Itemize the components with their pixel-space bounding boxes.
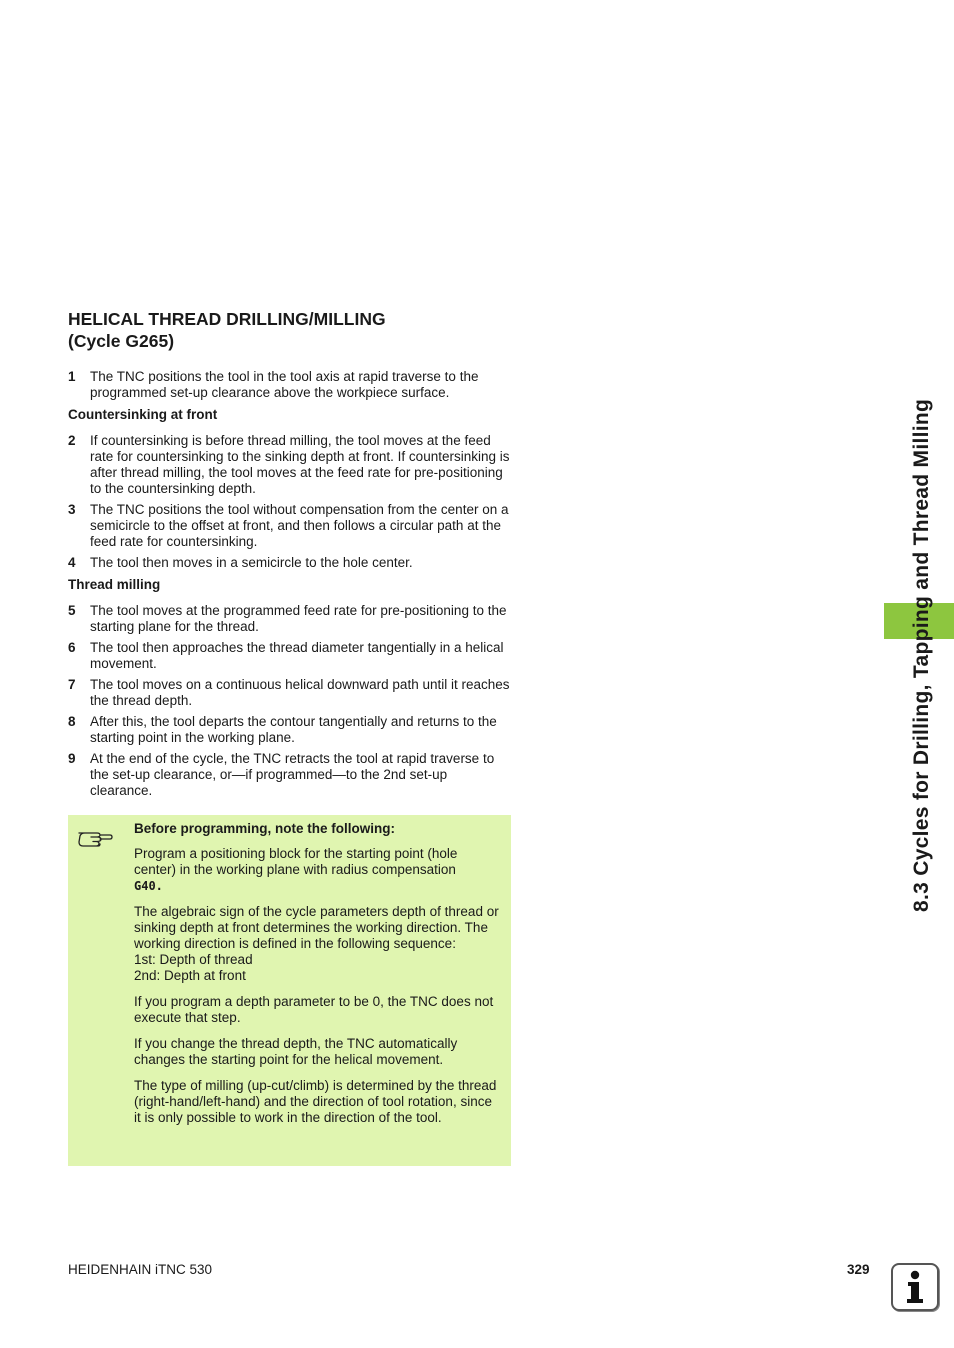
- step-item: [68, 677, 512, 709]
- step-text: If countersinking is before thread milling, the tool moves at the feed rate for countersinking to the sinking depth at front. If countersinking is after thread milling, the tool moves at the feed rate for pre-positioning to the countersinking depth.: [90, 433, 510, 496]
- step-number: 1: [68, 369, 76, 384]
- side-chapter-title: 8.3 Cycles for Drilling, Tapping and Thread Milling: [910, 398, 933, 912]
- step-number: 3: [68, 502, 76, 517]
- note-sequence-line: 1st: Depth of thread: [134, 952, 253, 967]
- step-number: 2: [68, 433, 76, 448]
- subheading-countersinking: Countersinking at front: [68, 407, 218, 422]
- info-icon[interactable]: [891, 1263, 939, 1311]
- step-text: The TNC positions the tool in the tool axis at rapid traverse to the programmed set-up clearance above the workpiece surface.: [90, 369, 479, 400]
- step-item: [68, 751, 512, 799]
- title-line-2: (Cycle G265): [68, 331, 175, 351]
- step-text: The tool then moves in a semicircle to the hole center.: [90, 555, 413, 570]
- subheading-thread-milling: Thread milling: [68, 577, 161, 592]
- note-sequence-line: 2nd: Depth at front: [134, 968, 246, 983]
- step-number: 8: [68, 714, 76, 729]
- step-item: [68, 502, 512, 550]
- step-text: The tool then approaches the thread diameter tangentially in a helical movement.: [90, 640, 504, 671]
- note-code: G40.: [134, 879, 163, 893]
- step-item: [68, 603, 512, 635]
- info-glyph-icon: [893, 1265, 937, 1309]
- step-item: [68, 369, 512, 401]
- step-item: [68, 555, 512, 571]
- note-heading: Before programming, note the following:: [134, 821, 395, 836]
- step-number: 4: [68, 555, 76, 570]
- step-item: [68, 640, 512, 672]
- programming-note-box: [68, 815, 511, 1166]
- main-content: [68, 308, 512, 804]
- step-number: 7: [68, 677, 76, 692]
- note-text: The algebraic sign of the cycle parameters depth of thread or sinking depth at front determines the working direction. The working direction is defined in the following sequence:: [134, 904, 499, 951]
- note-paragraph: The type of milling (up-cut/climb) is determined by the thread (right-hand/left-hand) and the direction of tool rotation, since it is only possible to work in the direction of the tool.: [134, 1078, 497, 1125]
- section-title: [68, 308, 512, 352]
- step-text: After this, the tool departs the contour tangentially and returns to the starting point in the working plane.: [90, 714, 497, 745]
- step-text: The tool moves on a continuous helical downward path until it reaches the thread depth.: [90, 677, 510, 708]
- page-number: 329: [847, 1262, 870, 1277]
- step-text: The TNC positions the tool without compensation from the center on a semicircle to the offset at front, and then follows a circular path at the feed rate for countersinking.: [90, 502, 509, 549]
- step-number: 6: [68, 640, 76, 655]
- step-number: 9: [68, 751, 76, 766]
- title-line-1: HELICAL THREAD DRILLING/MILLING: [68, 309, 386, 329]
- note-text: Program a positioning block for the starting point (hole center) in the working plane with radius compensation: [134, 846, 458, 877]
- pointing-hand-icon: [77, 824, 113, 850]
- note-paragraph: [134, 904, 501, 984]
- note-paragraph: [134, 846, 501, 894]
- note-paragraph: If you program a depth parameter to be 0, the TNC does not execute that step.: [134, 994, 494, 1025]
- footer-product-name: HEIDENHAIN iTNC 530: [68, 1262, 213, 1277]
- step-text: At the end of the cycle, the TNC retracts the tool at rapid traverse to the set-up clearance, or—if programmed—to the 2nd set-up clearance.: [90, 751, 495, 798]
- note-paragraph: If you change the thread depth, the TNC automatically changes the starting point for the helical movement.: [134, 1036, 458, 1067]
- step-item: [68, 433, 512, 497]
- step-number: 5: [68, 603, 76, 618]
- step-item: [68, 714, 512, 746]
- step-text: The tool moves at the programmed feed rate for pre-positioning to the starting plane for the thread.: [90, 603, 507, 634]
